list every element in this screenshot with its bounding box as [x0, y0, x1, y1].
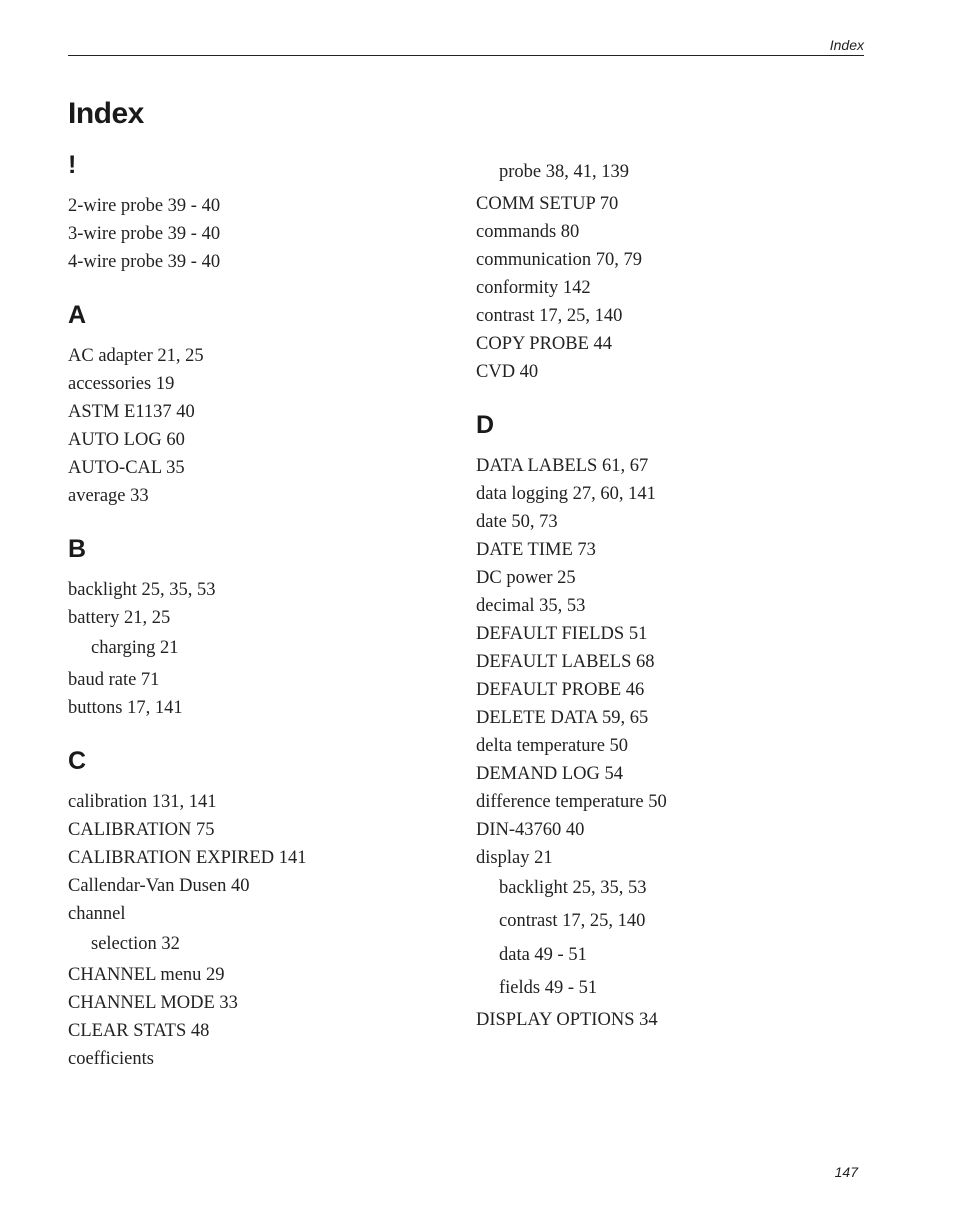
index-section: [68, 150, 468, 276]
index-entry: decimal 35, 53: [476, 595, 586, 616]
index-entry: Callendar-Van Dusen 40: [68, 875, 250, 896]
section-spacer: [68, 722, 468, 746]
index-entry: COPY PROBE 44: [476, 333, 613, 354]
index-entry: channel: [68, 903, 126, 924]
section-letter: C: [68, 746, 87, 775]
index-entry: CHANNEL MODE 33: [68, 993, 238, 1013]
page-number: 147: [834, 1164, 858, 1180]
index-entry: CLEAR STATS 48: [68, 1021, 210, 1041]
index-entry: DEFAULT LABELS 68: [476, 651, 655, 672]
index-entry: coefficients: [68, 1049, 154, 1069]
index-entry: contrast 17, 25, 140: [476, 305, 623, 326]
index-column-left: [68, 150, 468, 1073]
section-spacer: [68, 510, 468, 534]
index-entry: ASTM E1137 40: [68, 402, 195, 422]
index-entry: CVD 40: [476, 361, 539, 382]
index-entry-list: [476, 156, 876, 386]
index-entry: CHANNEL menu 29: [68, 965, 225, 985]
index-section: [476, 156, 876, 386]
index-entry: data logging 27, 60, 141: [476, 483, 656, 504]
index-entry: AUTO LOG 60: [68, 430, 185, 450]
section-letter: !: [68, 151, 77, 179]
index-entry: AC adapter 21, 25: [68, 346, 204, 366]
index-entry: DATE TIME 73: [476, 539, 596, 560]
index-entry-list: [68, 576, 468, 722]
index-subentry: fields 49 - 51: [499, 978, 598, 998]
index-entry: DEFAULT PROBE 46: [476, 679, 645, 700]
index-entry: DEMAND LOG 54: [476, 763, 623, 784]
index-entry: AUTO-CAL 35: [68, 458, 185, 478]
index-subentry: selection 32: [91, 933, 180, 954]
header-rule: [68, 55, 864, 56]
index-entry: communication 70, 79: [476, 249, 642, 270]
index-section: [68, 722, 468, 1074]
section-spacer: [68, 276, 468, 300]
index-entry: COMM SETUP 70: [476, 193, 619, 214]
index-entry: DEFAULT FIELDS 51: [476, 623, 648, 644]
index-entry: commands 80: [476, 221, 580, 242]
index-entry: CALIBRATION 75: [68, 819, 215, 840]
index-entry: accessories 19: [68, 374, 175, 394]
index-section: [68, 276, 468, 510]
index-entry: 2-wire probe 39 - 40: [68, 196, 221, 216]
index-entry: average 33: [68, 486, 149, 506]
index-entry: DATA LABELS 61, 67: [476, 455, 649, 476]
index-entry: DIN-43760 40: [476, 819, 585, 840]
section-spacer: [476, 386, 876, 410]
index-entry: calibration 131, 141: [68, 791, 217, 812]
index-subentry: data 49 - 51: [499, 944, 587, 965]
index-entry: difference temperature 50: [476, 791, 667, 812]
index-entry: CALIBRATION EXPIRED 141: [68, 847, 307, 868]
index-subentry: contrast 17, 25, 140: [499, 911, 646, 931]
section-letter: D: [476, 410, 495, 439]
index-entry: baud rate 71: [68, 669, 160, 690]
section-letter: A: [68, 301, 87, 329]
index-entry: delta temperature 50: [476, 735, 629, 756]
index-entry: 4-wire probe 39 - 40: [68, 252, 221, 272]
index-entry-list: [68, 192, 468, 276]
section-letter: B: [68, 535, 87, 563]
index-subentry: charging 21: [91, 638, 179, 658]
index-entry: DISPLAY OPTIONS 34: [476, 1009, 658, 1030]
page-title: Index: [68, 97, 144, 130]
index-entry: DC power 25: [476, 567, 576, 588]
index-entry: 3-wire probe 39 - 40: [68, 224, 221, 244]
index-entry: buttons 17, 141: [68, 697, 183, 718]
running-header: Index: [829, 37, 864, 53]
index-subentry: probe 38, 41, 139: [499, 162, 629, 182]
index-section: [68, 510, 468, 722]
index-section: [476, 386, 876, 1034]
index-entry: date 50, 73: [476, 511, 558, 532]
index-entry-list: [68, 788, 468, 1074]
index-entry: DELETE DATA 59, 65: [476, 707, 649, 728]
index-entry-list: [68, 342, 468, 510]
index-entry: backlight 25, 35, 53: [68, 580, 216, 600]
index-entry-list: [476, 452, 876, 1034]
index-column-right: [476, 156, 876, 1034]
index-subentry: backlight 25, 35, 53: [499, 877, 647, 898]
index-entry: display 21: [476, 847, 553, 868]
index-entry: conformity 142: [476, 277, 591, 298]
index-entry: battery 21, 25: [68, 608, 171, 628]
